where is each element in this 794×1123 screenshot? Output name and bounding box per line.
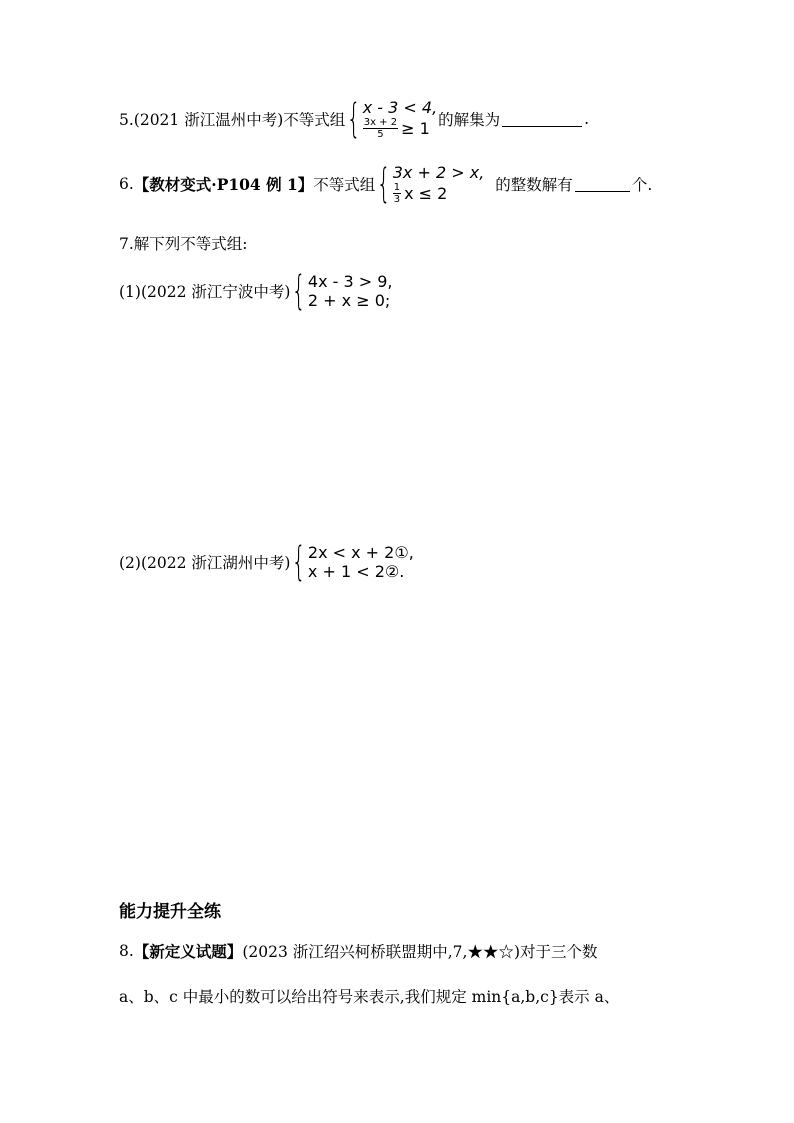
q5-inequality-system: [346, 98, 437, 140]
section-title: 能力提升全练: [119, 902, 221, 922]
q7-1-inequality-system: [291, 268, 393, 314]
q6-row2: x ≤ 2: [404, 184, 448, 203]
q7-2-row1: 2x < x + 2①,: [307, 543, 414, 562]
question-8-line-1: 8. 【新定义试题】 (2023 浙江绍兴柯桥联盟期中,7,★★☆)对于三个数: [119, 942, 598, 961]
q5-answer-blank[interactable]: [502, 112, 582, 127]
left-brace-icon: {: [292, 268, 307, 314]
q5-prefix: 5.(2021 浙江温州中考)不等式组: [119, 111, 346, 129]
q7-1-row1: 4x - 3 > 9,: [307, 272, 393, 291]
q6-tag: 【教材变式·P104 例 1】: [133, 175, 314, 194]
q8-tag: 【新定义试题】: [133, 942, 243, 961]
q6-suffix: 的整数解有: [495, 176, 573, 194]
question-7-part-1: (1)(2022 浙江宁波中考) { 4x - 3 > 9, 2 + x ≥ 0;: [119, 268, 393, 314]
q7-2-row2: x + 1 < 2②.: [307, 562, 405, 581]
left-brace-icon: {: [377, 161, 392, 207]
q5-fraction: $\frac{3x + 2}{5}$: [363, 117, 398, 140]
q5-row1: x - 3 < 4,: [362, 98, 438, 117]
q5-row2: ≥ 1: [401, 119, 430, 138]
question-5: 5.(2021 浙江温州中考)不等式组 { x - 3 < 4, $\frac{3x + 2}{5}$ ≥ 1 的解集为 .: [119, 96, 590, 142]
question-7-part-2: (2)(2022 浙江湖州中考) { 2x < x + 2①, x + 1 < 2②.: [119, 539, 414, 585]
q6-inequality-system: [376, 163, 484, 205]
q6-answer-blank[interactable]: [575, 177, 630, 192]
question-7-title: 7.解下列不等式组:: [119, 235, 248, 253]
q5-suffix: 的解集为: [438, 111, 501, 129]
left-brace-icon: {: [292, 539, 307, 585]
left-brace-icon: {: [346, 96, 361, 142]
q7-2-inequality-system: [291, 539, 414, 585]
q6-row1: 3x + 2 > x,: [392, 163, 485, 182]
question-8-line-2: a、b、c 中最小的数可以给出符号来表示,我们规定 min{a,b,c}表示 a、: [119, 988, 620, 1006]
question-6: 6. 【教材变式·P104 例 1】 不等式组 { 3x + 2 > x, $\frac{1}{3}$ x ≤ 2 的整数解有 个.: [119, 161, 653, 207]
q7-1-row2: 2 + x ≥ 0;: [307, 291, 391, 310]
q6-fraction: $\frac{1}{3}$: [393, 182, 401, 205]
